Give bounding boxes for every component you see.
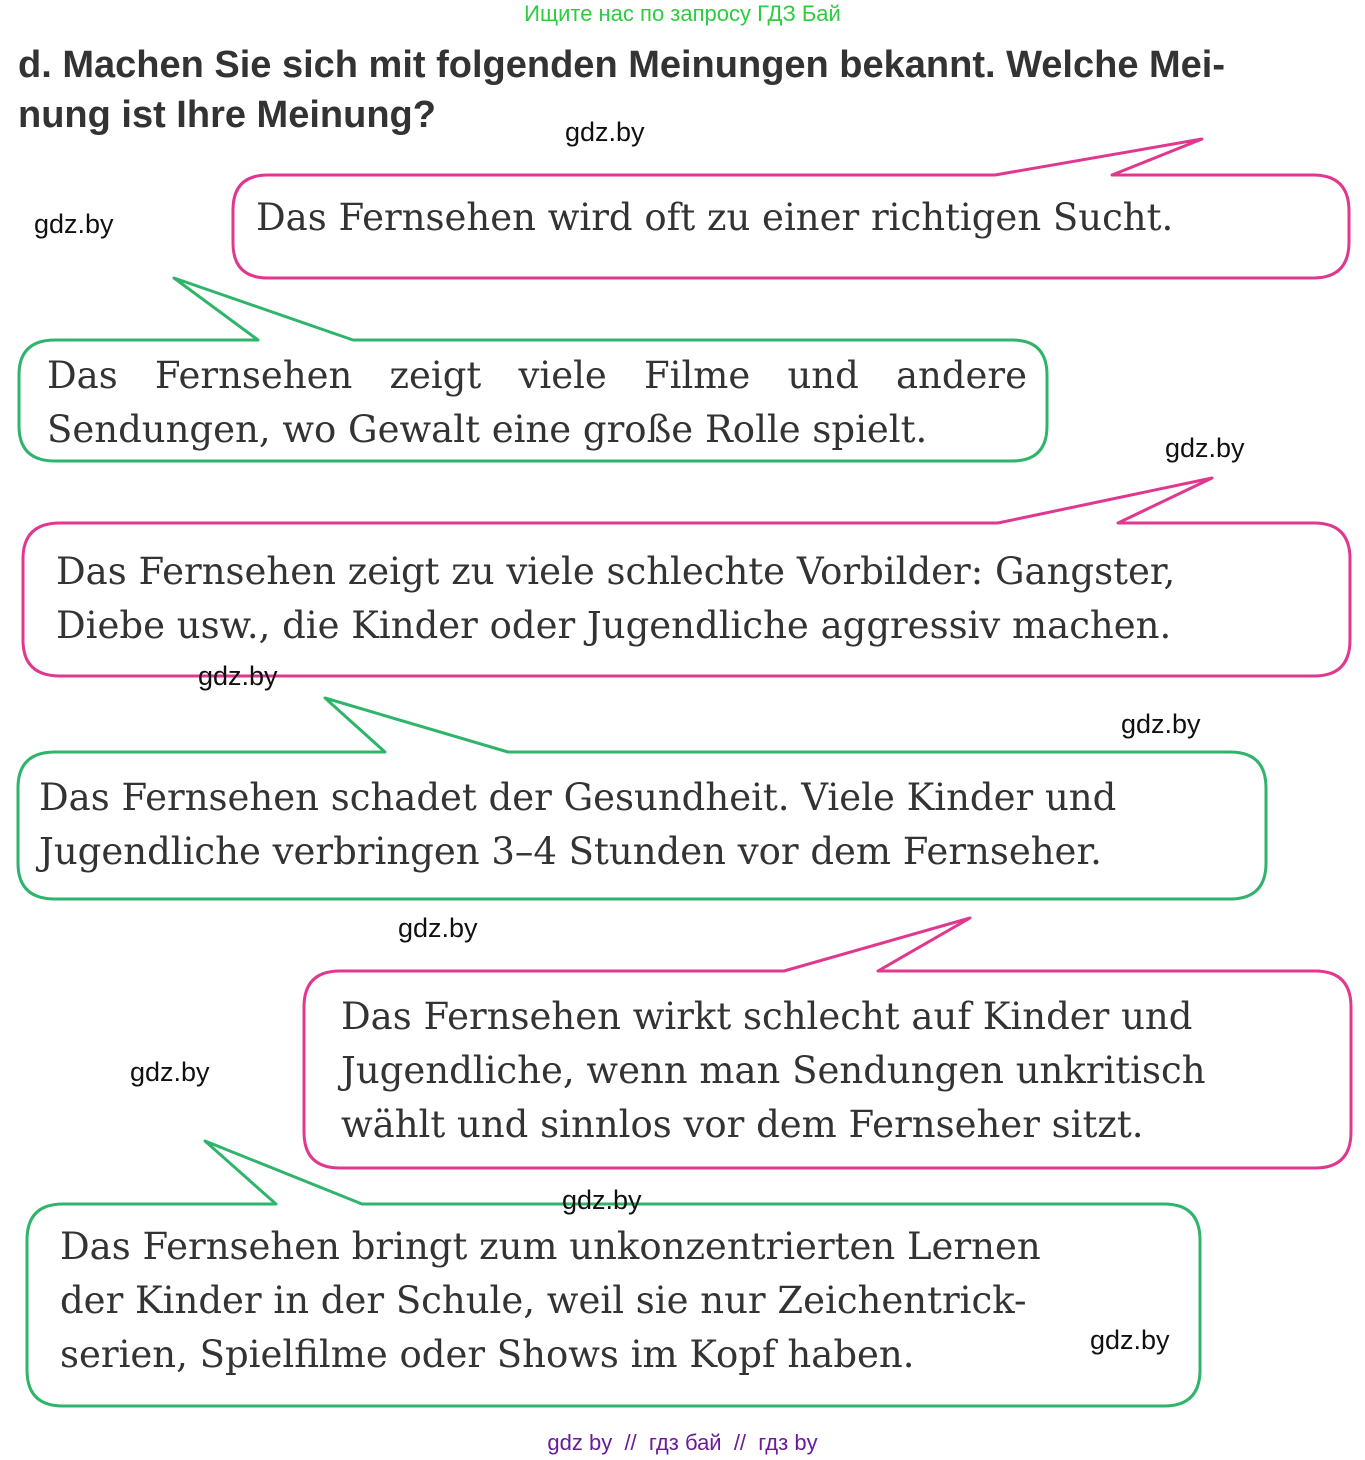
opinion-5-line-2: Jugendliche, wenn man Sendungen unkritisch xyxy=(341,1049,1206,1092)
opinion-6-line-1: Das Fernsehen bringt zum unkonzentrierten Lernen xyxy=(60,1225,1041,1268)
watermark: gdz.by xyxy=(198,661,278,691)
opinion-5-line-3: wählt und sinnlos vor dem Fernseher sitzt. xyxy=(341,1103,1144,1146)
opinion-6 xyxy=(60,1220,1041,1382)
opinion-2-line-2: Sendungen, wo Gewalt eine große Rolle spielt. xyxy=(47,408,928,451)
watermark: gdz.by xyxy=(1090,1325,1170,1355)
search-banner: Ищите нас по запросу ГДЗ Бай xyxy=(524,1,841,26)
opinion-3-line-1: Das Fernsehen zeigt zu viele schlechte Vorbilder: Gangster, xyxy=(56,550,1176,593)
heading-line-1: d. Machen Sie sich mit folgenden Meinungen bekannt. Welche Mei- xyxy=(18,44,1226,86)
opinion-1 xyxy=(256,191,1173,245)
opinion-3-line-2: Diebe usw., die Kinder oder Jugendliche aggressiv machen. xyxy=(56,604,1172,647)
opinion-6-line-3: serien, Spielfilme oder Shows im Kopf haben. xyxy=(60,1333,915,1376)
opinion-5-line-1: Das Fernsehen wirkt schlecht auf Kinder und xyxy=(341,995,1193,1038)
opinion-6-line-2: der Kinder in der Schule, weil sie nur Zeichentrick- xyxy=(60,1279,1027,1322)
opinion-2 xyxy=(47,349,1027,457)
opinion-1-line-1: Das Fernsehen wird oft zu einer richtigen Sucht. xyxy=(256,196,1174,239)
opinion-4-line-2: Jugendliche verbringen 3–4 Stunden vor dem Fernseher. xyxy=(39,830,1102,873)
opinion-4 xyxy=(39,771,1116,879)
watermark: gdz.by xyxy=(1165,433,1245,463)
opinion-3 xyxy=(56,545,1175,653)
footer-links: gdz by // гдз бай // гдз by xyxy=(547,1430,818,1455)
heading-line-2: nung ist Ihre Meinung? xyxy=(18,94,436,136)
opinion-4-line-1: Das Fernsehen schadet der Gesundheit. Viele Kinder und xyxy=(39,776,1117,819)
watermark: gdz.by xyxy=(562,1185,642,1215)
opinion-2-line-1: Das Fernsehen zeigt viele Filme und andere xyxy=(47,354,1027,397)
watermark: gdz.by xyxy=(1121,709,1201,739)
opinion-5 xyxy=(341,990,1206,1152)
watermark: gdz.by xyxy=(565,117,645,147)
watermark: gdz.by xyxy=(398,913,478,943)
watermark: gdz.by xyxy=(130,1057,210,1087)
watermark: gdz.by xyxy=(34,209,114,239)
